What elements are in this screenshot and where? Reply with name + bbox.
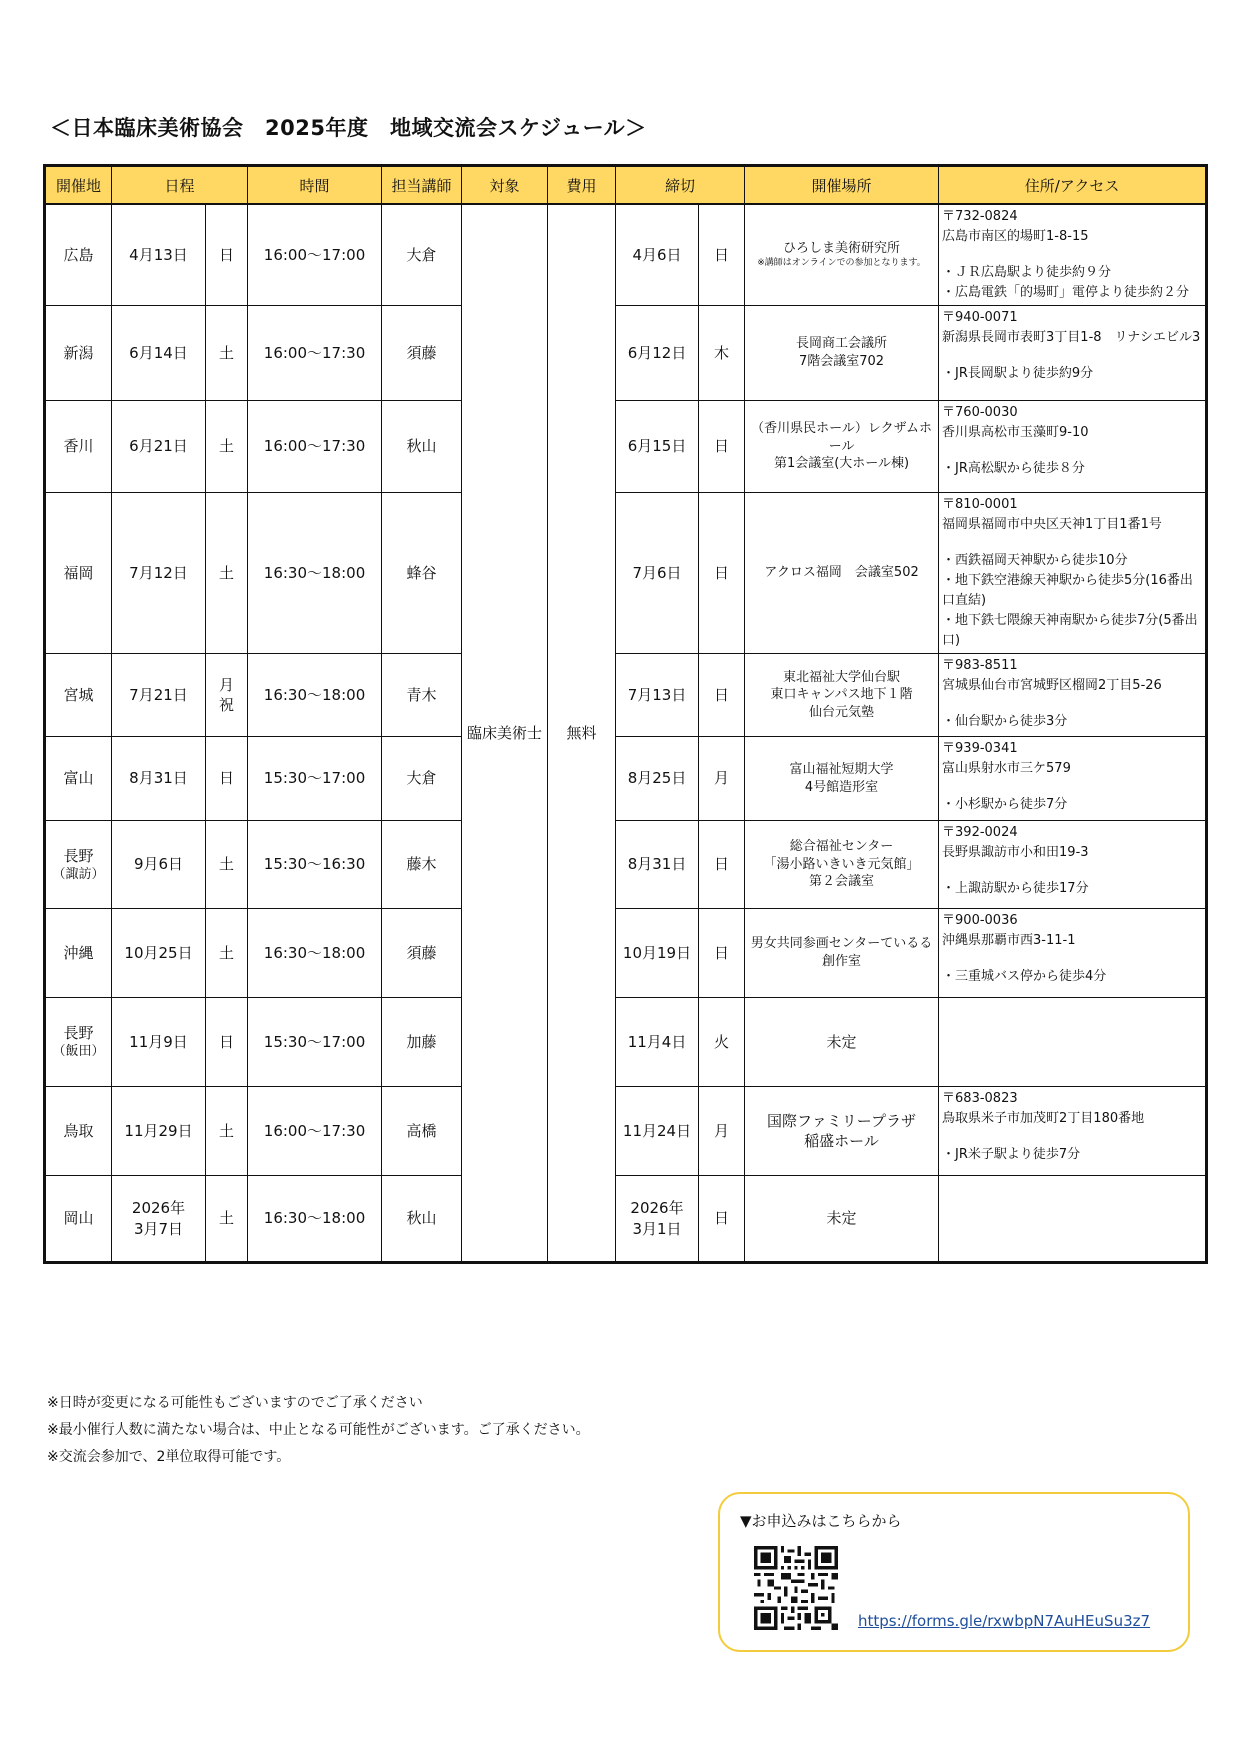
address-line — [942, 863, 1202, 879]
date-cell: 9月6日 — [112, 821, 206, 909]
address-line: 〒732-0824 — [942, 209, 1018, 224]
deadline-weekday-cell: 日 — [699, 204, 745, 306]
time-cell: 16:00～17:00 — [248, 204, 382, 306]
address-line — [942, 696, 1202, 712]
deadline-weekday-cell: 日 — [699, 493, 745, 654]
area-name: 沖縄 — [63, 943, 94, 962]
address-line: ・ＪＲ広島駅より徒歩約９分 — [942, 265, 1112, 280]
deadline-weekday-cell: 日 — [699, 654, 745, 737]
deadline-weekday-cell: 日 — [699, 821, 745, 909]
page-title: ＜日本臨床美術協会 2025年度 地域交流会スケジュール＞ — [50, 116, 647, 140]
deadline-weekday-cell: 月 — [699, 1087, 745, 1176]
address-cell — [939, 204, 1207, 306]
area-cell — [45, 737, 112, 821]
venue-name: 東北福祉大学仙台駅 東口キャンパス地下１階 仙台元気塾 — [770, 669, 913, 720]
deadline-cell: 8月31日 — [616, 821, 699, 909]
venue-cell — [745, 401, 939, 493]
venue-cell — [745, 306, 939, 401]
note-line: ※日時が変更になる可能性もございますのでご了承ください — [47, 1395, 423, 1411]
address-line: 〒939-0341 — [942, 741, 1018, 756]
address-line: 長野県諏訪市小和田19-3 — [942, 845, 1089, 860]
area-name: 鳥取 — [63, 1121, 94, 1140]
note-line: ※最小催行人数に満たない場合は、中止となる可能性がございます。ご了承ください。 — [47, 1422, 590, 1438]
venue-name: 未定 — [826, 1032, 857, 1051]
table-row — [45, 401, 1207, 493]
deadline-cell: 8月25日 — [616, 737, 699, 821]
deadline-cell: 10月19日 — [616, 909, 699, 998]
address-line — [942, 779, 1202, 795]
area-cell — [45, 1176, 112, 1263]
target-cell: 臨床美術士 — [462, 204, 548, 1263]
address-line: ・JR長岡駅より徒歩約9分 — [942, 366, 1094, 381]
application-box — [718, 1492, 1190, 1652]
table-header-row — [45, 166, 1207, 205]
qr-code-icon[interactable] — [754, 1546, 838, 1630]
area-cell — [45, 654, 112, 737]
address-line: 〒983-8511 — [942, 658, 1018, 673]
weekday-cell: 日 — [206, 998, 248, 1087]
area-name: 長野 — [63, 846, 94, 865]
area-name: 富山 — [63, 769, 94, 788]
weekday-cell: 土 — [206, 493, 248, 654]
area-cell — [45, 204, 112, 306]
lecturer-cell: 須藤 — [382, 306, 462, 401]
deadline-weekday-cell: 日 — [699, 401, 745, 493]
address-line — [942, 348, 1202, 364]
venue-cell — [745, 1176, 939, 1263]
deadline-cell: 4月6日 — [616, 204, 699, 306]
venue-name: 未定 — [826, 1209, 857, 1228]
deadline-weekday-cell: 木 — [699, 306, 745, 401]
weekday-cell: 土 — [206, 909, 248, 998]
deadline-weekday-cell: 日 — [699, 909, 745, 998]
venue-name: 長岡商工会議所 7階会議室702 — [796, 336, 888, 369]
lecturer-cell: 大倉 — [382, 204, 462, 306]
deadline-cell: 11月4日 — [616, 998, 699, 1087]
table-row — [45, 306, 1207, 401]
address-line: 宮城県仙台市宮城野区榴岡2丁目5-26 — [942, 678, 1162, 693]
time-cell: 16:00～17:30 — [248, 306, 382, 401]
notes — [47, 1390, 590, 1471]
time-cell: 16:00～17:30 — [248, 1087, 382, 1176]
address-line: ・仙台駅から徒歩3分 — [942, 714, 1068, 729]
lecturer-cell: 青木 — [382, 654, 462, 737]
venue-cell — [745, 654, 939, 737]
table-row — [45, 654, 1207, 737]
address-line: ・JR高松駅から徒歩８分 — [942, 461, 1085, 476]
date-cell: 6月14日 — [112, 306, 206, 401]
lecturer-cell: 加藤 — [382, 998, 462, 1087]
deadline-weekday-cell: 日 — [699, 1176, 745, 1263]
venue-cell — [745, 204, 939, 306]
address-line: 〒900-0036 — [942, 913, 1018, 928]
area-name: 宮城 — [63, 685, 94, 704]
address-line: ・JR米子駅より徒歩7分 — [942, 1147, 1081, 1162]
area-cell — [45, 821, 112, 909]
date-cell: 2026年 3月7日 — [112, 1176, 206, 1263]
table-row — [45, 998, 1207, 1087]
address-line: 広島市南区的場町1-8-15 — [942, 229, 1089, 244]
area-cell — [45, 998, 112, 1087]
time-cell: 16:30～18:00 — [248, 1176, 382, 1263]
area-cell — [45, 909, 112, 998]
application-link[interactable]: https://forms.gle/rxwbpN7AuHEuSu3z7 — [858, 1612, 1151, 1630]
address-line: 〒760-0030 — [942, 405, 1018, 420]
column-header: 担当講師 — [382, 166, 462, 205]
date-cell: 4月13日 — [112, 204, 206, 306]
date-cell: 11月29日 — [112, 1087, 206, 1176]
address-line — [942, 535, 1202, 551]
area-name: 福岡 — [63, 563, 94, 582]
address-cell — [939, 306, 1207, 401]
table-row — [45, 1176, 1207, 1263]
address-cell — [939, 1087, 1207, 1176]
column-header: 費用 — [548, 166, 616, 205]
area-cell — [45, 1087, 112, 1176]
venue-name: ひろしま美術研究所 — [783, 241, 901, 257]
time-cell: 15:30～16:30 — [248, 821, 382, 909]
address-cell — [939, 737, 1207, 821]
venue-cell — [745, 909, 939, 998]
address-line: ・上諏訪駅から徒歩17分 — [942, 881, 1089, 896]
date-cell: 11月9日 — [112, 998, 206, 1087]
lecturer-cell: 藤木 — [382, 821, 462, 909]
venue-name: 総合福祉センター 「湯小路いきいき元気館」 第２会議室 — [763, 839, 920, 890]
table-row — [45, 204, 1207, 306]
deadline-cell: 2026年 3月1日 — [616, 1176, 699, 1263]
address-cell — [939, 821, 1207, 909]
lecturer-cell: 秋山 — [382, 1176, 462, 1263]
venue-cell — [745, 737, 939, 821]
venue-name: アクロス福岡 会議室502 — [764, 565, 919, 581]
address-line — [942, 1129, 1202, 1145]
area-sub: （諏訪） — [52, 866, 105, 882]
weekday-cell: 月 祝 — [206, 654, 248, 737]
deadline-cell: 6月12日 — [616, 306, 699, 401]
lecturer-cell: 大倉 — [382, 737, 462, 821]
lecturer-cell: 高橋 — [382, 1087, 462, 1176]
column-header: 日程 — [112, 166, 248, 205]
lecturer-cell: 須藤 — [382, 909, 462, 998]
address-line: 富山県射水市三ケ579 — [942, 761, 1071, 776]
address-line: 〒392-0024 — [942, 825, 1018, 840]
table-row — [45, 737, 1207, 821]
weekday-cell: 土 — [206, 1176, 248, 1263]
area-cell — [45, 401, 112, 493]
time-cell: 16:00～17:30 — [248, 401, 382, 493]
address-line: 鳥取県米子市加茂町2丁目180番地 — [942, 1111, 1145, 1126]
address-cell — [939, 401, 1207, 493]
address-line: 福岡県福岡市中央区天神1丁目1番1号 — [942, 517, 1162, 532]
column-header: 住所/アクセス — [939, 166, 1207, 205]
address-line: 沖縄県那覇市西3-11-1 — [942, 933, 1076, 948]
time-cell: 16:30～18:00 — [248, 493, 382, 654]
deadline-weekday-cell: 月 — [699, 737, 745, 821]
column-header: 開催場所 — [745, 166, 939, 205]
area-cell — [45, 493, 112, 654]
address-line: ・広島電鉄「的場町」電停より徒歩約２分 — [942, 285, 1190, 300]
venue-name: 男女共同参画センターているる 創作室 — [750, 936, 933, 969]
address-line: 〒810-0001 — [942, 497, 1018, 512]
address-line: 〒683-0823 — [942, 1091, 1018, 1106]
column-header: 締切 — [616, 166, 745, 205]
address-cell — [939, 1176, 1207, 1263]
date-cell: 10月25日 — [112, 909, 206, 998]
time-cell: 16:30～18:00 — [248, 909, 382, 998]
address-line: 〒940-0071 — [942, 310, 1018, 325]
column-header: 時間 — [248, 166, 382, 205]
address-line: 新潟県長岡市表町3丁目1-8 リナシエビル3 — [942, 330, 1201, 345]
address-cell — [939, 654, 1207, 737]
table-row — [45, 909, 1207, 998]
area-cell — [45, 306, 112, 401]
address-line: 香川県高松市玉藻町9-10 — [942, 425, 1089, 440]
time-cell: 15:30～17:00 — [248, 737, 382, 821]
deadline-cell: 7月6日 — [616, 493, 699, 654]
table-row — [45, 1087, 1207, 1176]
deadline-cell: 6月15日 — [616, 401, 699, 493]
venue-cell — [745, 998, 939, 1087]
schedule-table — [43, 164, 1208, 1264]
venue-name: （香川県民ホール）レクザムホール 第1会議室(大ホール棟) — [751, 421, 932, 472]
lecturer-cell: 秋山 — [382, 401, 462, 493]
date-cell: 8月31日 — [112, 737, 206, 821]
weekday-cell: 日 — [206, 204, 248, 306]
address-line — [942, 443, 1202, 459]
lecturer-cell: 蜂谷 — [382, 493, 462, 654]
date-cell: 6月21日 — [112, 401, 206, 493]
fee-cell: 無料 — [548, 204, 616, 1263]
deadline-weekday-cell: 火 — [699, 998, 745, 1087]
deadline-cell: 7月13日 — [616, 654, 699, 737]
area-name: 長野 — [63, 1024, 94, 1043]
area-name: 新潟 — [63, 343, 94, 362]
venue-name: 富山福祉短期大学 4号館造形室 — [789, 761, 894, 795]
address-line: ・西鉄福岡天神駅から徒歩10分 — [942, 553, 1128, 568]
address-cell — [939, 998, 1207, 1087]
deadline-cell: 11月24日 — [616, 1087, 699, 1176]
venue-cell — [745, 821, 939, 909]
date-cell: 7月21日 — [112, 654, 206, 737]
column-header: 開催地 — [45, 166, 112, 205]
venue-cell — [745, 493, 939, 654]
address-line: ・地下鉄七隈線天神南駅から徒歩7分(5番出口) — [942, 613, 1198, 648]
area-name: 広島 — [63, 245, 94, 264]
venue-name: 国際ファミリープラザ 稲盛ホール — [767, 1111, 916, 1150]
column-header: 対象 — [462, 166, 548, 205]
note-line: ※交流会参加で、2単位取得可能です。 — [47, 1449, 291, 1465]
weekday-cell: 日 — [206, 737, 248, 821]
address-cell — [939, 909, 1207, 998]
time-cell: 15:30～17:00 — [248, 998, 382, 1087]
time-cell: 16:30～18:00 — [248, 654, 382, 737]
weekday-cell: 土 — [206, 306, 248, 401]
address-line — [942, 247, 1202, 263]
address-line: ・地下鉄空港線天神駅から徒歩5分(16番出口直結) — [942, 573, 1193, 608]
address-line: ・小杉駅から徒歩7分 — [942, 797, 1068, 812]
area-sub: （飯田） — [52, 1044, 105, 1060]
venue-cell — [745, 1087, 939, 1176]
address-cell — [939, 493, 1207, 654]
address-line — [942, 951, 1202, 967]
area-name: 岡山 — [63, 1209, 94, 1228]
table-row — [45, 821, 1207, 909]
date-cell: 7月12日 — [112, 493, 206, 654]
weekday-cell: 土 — [206, 401, 248, 493]
weekday-cell: 土 — [206, 821, 248, 909]
application-lead: ▼お申込みはこちらから — [740, 1512, 902, 1530]
area-name: 香川 — [63, 437, 94, 456]
address-line: ・三重城バス停から徒歩4分 — [942, 969, 1107, 984]
table-row — [45, 493, 1207, 654]
weekday-cell: 土 — [206, 1087, 248, 1176]
venue-note: ※講師はオンラインでの参加となります。 — [757, 257, 926, 268]
